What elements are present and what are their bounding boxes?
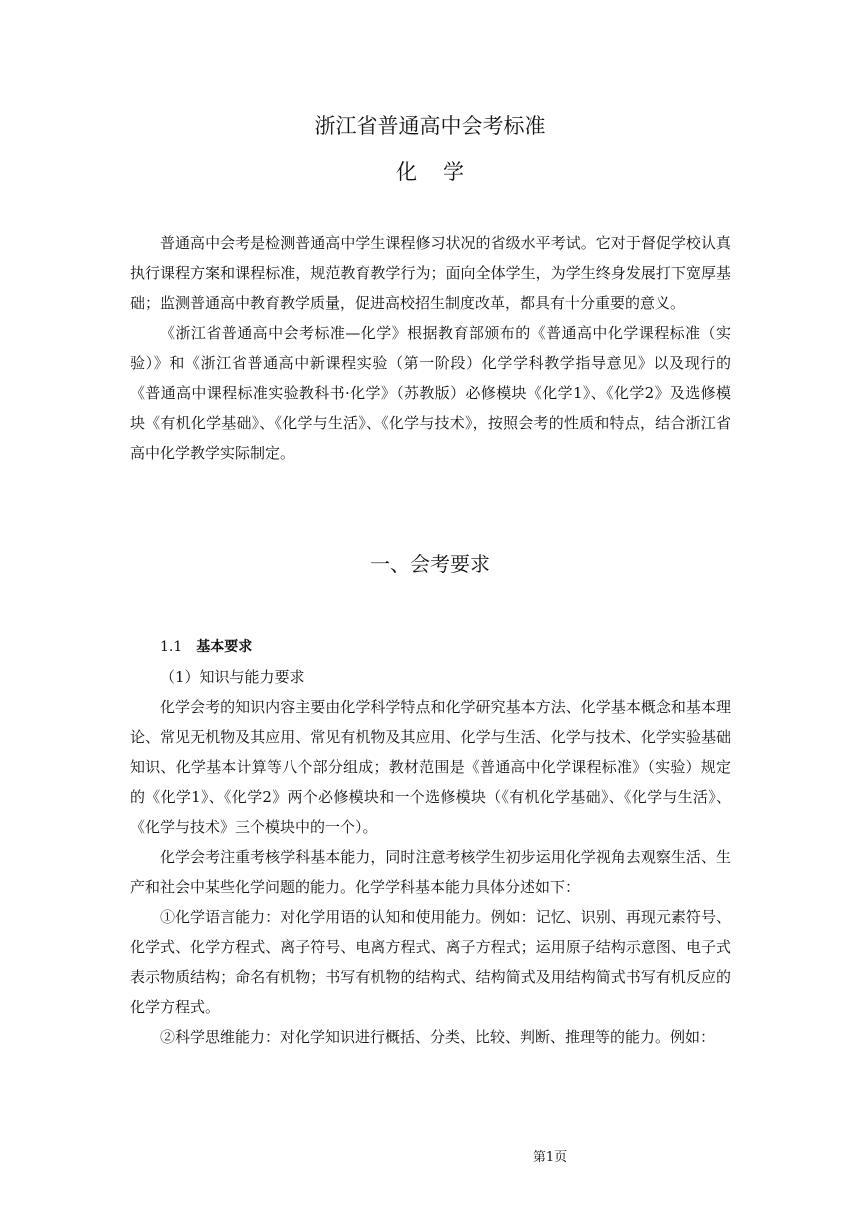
intro-paragraph: 普通高中会考是检测普通高中学生课程修习状况的省级水平考试。它对于督促学校认真执行课程方案和课程标准，规范教育教学行为；面向全体学生，为学生终身发展打下宽厚基础；监测普通高中教育教学质量，促进高校招生制度改革，都具有十分重要的意义。 [130,234,731,312]
body-paragraph: 化学会考注重考核学科基本能力，同时注意考核学生初步运用化学视角去观察生活、生产和社会中某些化学问题的能力。化学学科基本能力具体分述如下： [130,848,731,896]
body-paragraph: ①化学语言能力：对化学用语的认知和使用能力。例如：记忆、识别、再现元素符号、化学式、化学方程式、离子符号、电离方程式、离子方程式；运用原子结构示意图、电子式表示物质结构；命名有机物；书写有机物的结构式、结构简式及用结构简式书写有机反应的化学方程式。 [130,908,731,1016]
body-paragraph: 化学会考的知识内容主要由化学科学特点和化学研究基本方法、化学基本概念和基本理论、常见无机物及其应用、常见有机物及其应用、化学与生活、化学与技术、化学实验基础知识、化学基本计算等八个部分组成；教材范围是《普通高中化学课程标准》（实验）规定的《化学1》、《化学2》两个必修模块和一个选修模块（《有机化学基础》、《化学与生活》、《化学与技术》三个模块中的一个）。 [130,698,731,836]
subsection-heading [130,632,731,662]
section-heading: 一、会考要求 [370,552,490,576]
subsubsection-heading: （1）知识与能力要求 [160,668,305,686]
intro-paragraph: 《浙江省普通高中会考标准—化学》根据教育部颁布的《普通高中化学课程标准（实验）》和《浙江省普通高中新课程实验（第一阶段）化学学科教学指导意见》以及现行的《普通高中课程标准实验教科书·化学》（苏教版）必修模块《化学1》、《化学2》及选修模块《有机化学基础》、《化学与生活》、《化学与技术》，按照会考的性质和特点，结合浙江省高中化学教学实际制定。 [130,324,731,462]
subsection-title: 基本要求 [196,639,253,655]
document-title: 浙江省普通高中会考标准 [314,114,546,138]
subsection-number: 1.1 [160,639,183,655]
intro-section [130,228,731,468]
section-body [130,632,731,1052]
page-number: 第1页 [532,1150,568,1165]
body-paragraph: ②科学思维能力：对化学知识进行概括、分类、比较、判断、推理等的能力。例如： [160,1028,716,1046]
document-subject: 化学 [396,160,490,184]
